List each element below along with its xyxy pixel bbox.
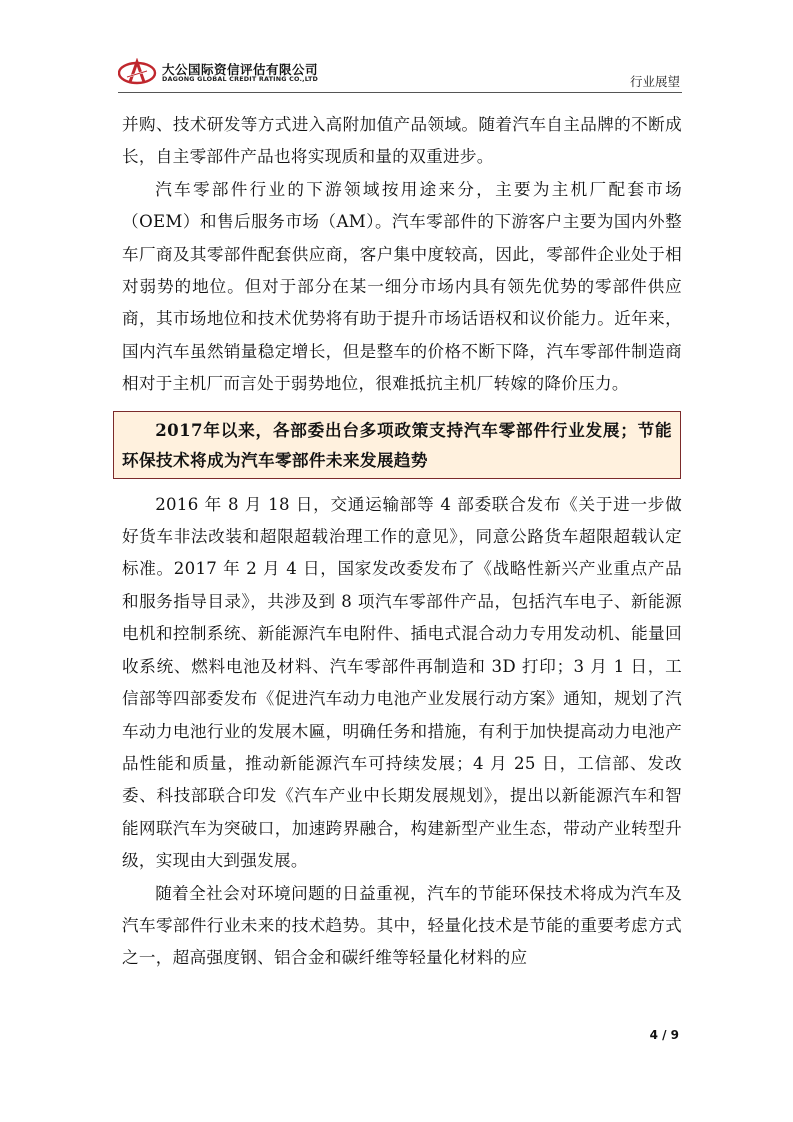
company-name-en: DAGONG GLOBAL CREDIT RATING CO.,LTD [162, 75, 319, 83]
section-label: 行业展望 [629, 74, 680, 89]
paragraph-downstream-market: 汽车零部件行业的下游领域按用途来分，主要为主机厂配套市场（OEM）和售后服务市场（AM）。汽车零部件的下游客户主要为国内外整车厂商及其零部件配套供应商，客户集中度较高，因此，零部件企业处于相对弱势的地位。但对于部分在某一细分市场内具有领先优势的零部件供应商，其市场地位和技术优势将有助于提升市场话语权和议价能力。近年来，国内汽车虽然销量稳定增长，但是整车的价格不断下降，汽车零部件制造商相对于主机厂而言处于弱势地位，很难抵抗主机厂转嫁的降价压力。 [122, 179, 682, 394]
header-divider [118, 92, 682, 93]
paragraph-policy: 2016 年 8 月 18 日，交通运输部等 4 部委联合发布《关于进一步做好货车非法改装和超限超载治理工作的意见》，同意公路货车超限超载认定标准。2017 年 2 月 4 日，国家发改委发布了《战略性新兴产业重点产品和服务指导目录》，共涉及到 8 项汽车零部件产品，包括汽车电子、新能源电机和控制系统、新能源汽车电附件、插电式混合动力专用发动机、能量回收系统、燃料电池及材料、汽车零部件再制造和 3D 打印；3 月 1 日，工信部等四部委发布《促进汽车动力电池产业发展行动方案》通知，规划了汽车动力电池行业的发展木匾，明确任务和措施，有利于加快提高动力电池产品性能和质量，推动新能源汽车可持续发展；4 月 25 日，工信部、发改委、科技部联合印发《汽车产业中长期发展规划》，提出以新能源汽车和智能网联汽车为突破口，加速跨界融合，构建新型产业生态，带动产业转型升级，实现由大到强发展。 [122, 494, 682, 871]
page-number: 4 / 9 [649, 1028, 679, 1042]
dagong-logo-icon [118, 58, 158, 88]
page-header [118, 58, 682, 92]
highlight-heading-box: 2017年以来，各部委出台多项政策支持汽车零部件行业发展；节能环保技术将成为汽车零部件未来发展趋势 [113, 411, 681, 479]
paragraph-continued: 并购、技术研发等方式进入高附加值产品领域。随着汽车自主品牌的不断成长，自主零部件产品也将实现质和量的双重进步。 [122, 115, 682, 167]
company-name-cn: 大公国际资信评估有限公司 [162, 62, 319, 77]
paragraph-energy-saving: 随着全社会对环境问题的日益重视，汽车的节能环保技术将成为汽车及汽车零部件行业未来的技术趋势。其中，轻量化技术是节能的重要考虑方式之一，超高强度钢、铝合金和碳纤维等轻量化材料的应 [122, 883, 682, 968]
document-body [122, 109, 682, 975]
